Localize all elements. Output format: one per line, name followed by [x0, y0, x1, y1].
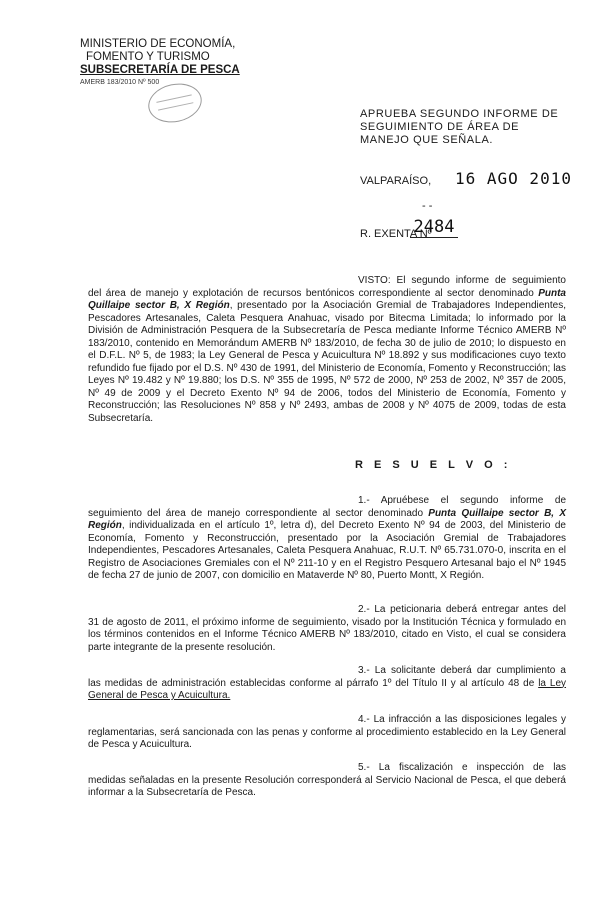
article-4	[88, 714, 566, 752]
reference-code: AMERB 183/2010 Nº 500	[80, 79, 160, 86]
letterhead	[80, 38, 260, 87]
article-2-text: 2.- La peticionaria deberá entregar antes del 31 de agosto de 2011, el próximo informe de seguimiento, visado por la Institución Técnica y formulado en los términos contenidos en el Informe Técnico AMERB Nº 183/2010, citado en Visto, el cual se considera parte integrante de la presente resolución.	[88, 604, 566, 653]
article-1-rest: , individualizada en el artículo 1º, letra d), del Decreto Exento Nº 94 de 2003, del Ministerio de Economía, Fomento y Reconstrucción, presentado por la Asociación Gremial de Trabajadores Independientes, Pescadores Artesanales, Caleta Pesquera Anahuac, R.U.T. Nº 65.731.070-0, inscrita en el Registro de Asociaciones Gremiales con el Nº 211-10 y en el Registro Pesquero Artesanal bajo el Nº 1945 de fecha 27 de junio de 2007, con domicilio en Mataverde Nº 80, Puerto Montt, X Región.	[88, 520, 566, 581]
ministry-line-1: MINISTERIO DE ECONOMÍA,	[80, 38, 236, 50]
resolution-label: R. EXENTA Nº	[360, 228, 432, 240]
resuelvo-heading: R E S U E L V O :	[355, 459, 512, 471]
article-1-sector: Punta Quillaipe sector B, X Región	[88, 507, 566, 531]
article-2	[88, 604, 566, 654]
article-5	[88, 762, 566, 800]
visto-sector: Punta Quillaipe sector B, X Región	[88, 287, 566, 311]
article-1	[88, 495, 566, 583]
visto-paragraph	[88, 275, 566, 425]
article-3	[88, 665, 566, 703]
resolution-subject: APRUEBA SEGUNDO INFORME DE SEGUIMIENTO DE ÁREA DE MANEJO QUE SEÑALA.	[360, 108, 559, 146]
article-5-text: 5.- La fiscalización e inspección de las medidas señaladas en la presente Resolución corresponderá al Servicio Nacional de Pesca, el que deberá informar a la Subsecretaría de Pesca.	[88, 762, 566, 798]
ministry-line-2: FOMENTO Y TURISMO	[86, 51, 210, 63]
article-1-intro: 1.- Apruébese el segundo informe de seguimiento del área de manejo correspondiente al sector denominado	[88, 495, 566, 519]
resolution-number: 2484	[410, 217, 458, 238]
visto-intro: VISTO: El segundo informe de seguimiento del área de manejo y explotación de recursos bentónicos correspondiente al sector denominado	[88, 275, 566, 299]
place: VALPARAÍSO,	[360, 175, 432, 187]
article-3-text: 3.- La solicitante deberá dar cumplimiento a las medidas de administración establecidas conforme al párrafo 1º del Título II y al artículo 48 de	[88, 665, 566, 689]
visto-rest: , presentado por la Asociación Gremial de Trabajadores Independientes, Pescadores Artesanales, Caleta Pesquera Anahuac, visado por Bitecma Limitada; lo informado por la División de Administración Pesquera de la Subsecretaría de Pesca mediante Informe Técnico AMERB Nº 183/2010, contenido en Memorándum AMERB Nº 183/2010, de fecha 30 de julio de 2010; lo dispuesto en el D.F.L. Nº 5, de 1983; la Ley General de Pesca y Acuicultura Nº 18.892 y sus modificaciones cuyo texto refundido fue fijado por el D.S. Nº 430 de 1991, del Ministerio de Economía, Fomento y Reconstrucción; las Leyes Nº 19.482 y Nº 19.880; los D.S. Nº 355 de 1995, Nº 572 de 2000, Nº 253 de 2002, Nº 357 de 2005, Nº 49 de 2009 y el Decreto Exento Nº 94 de 2006, todos del Ministerio de Economía, Fomento y Reconstrucción; las Resoluciones Nº 858 y Nº 2493, ambas de 2008 y Nº 4075 de 2009, todas de esta Subsecretaría.	[88, 300, 566, 424]
dash-mark: - -	[422, 200, 433, 212]
subsecretaria-title: SUBSECRETARÍA DE PESCA	[80, 64, 240, 76]
date-stamp: 16 AGO 2010	[455, 169, 572, 188]
article-4-text: 4.- La infracción a las disposiciones legales y reglamentarias, será sancionada con las penas y conforme al procedimiento establecido en la Ley General de Pesca y Acuicultura.	[88, 714, 566, 750]
article-3-law: la Ley General de Pesca y Acuicultura.	[88, 677, 567, 701]
